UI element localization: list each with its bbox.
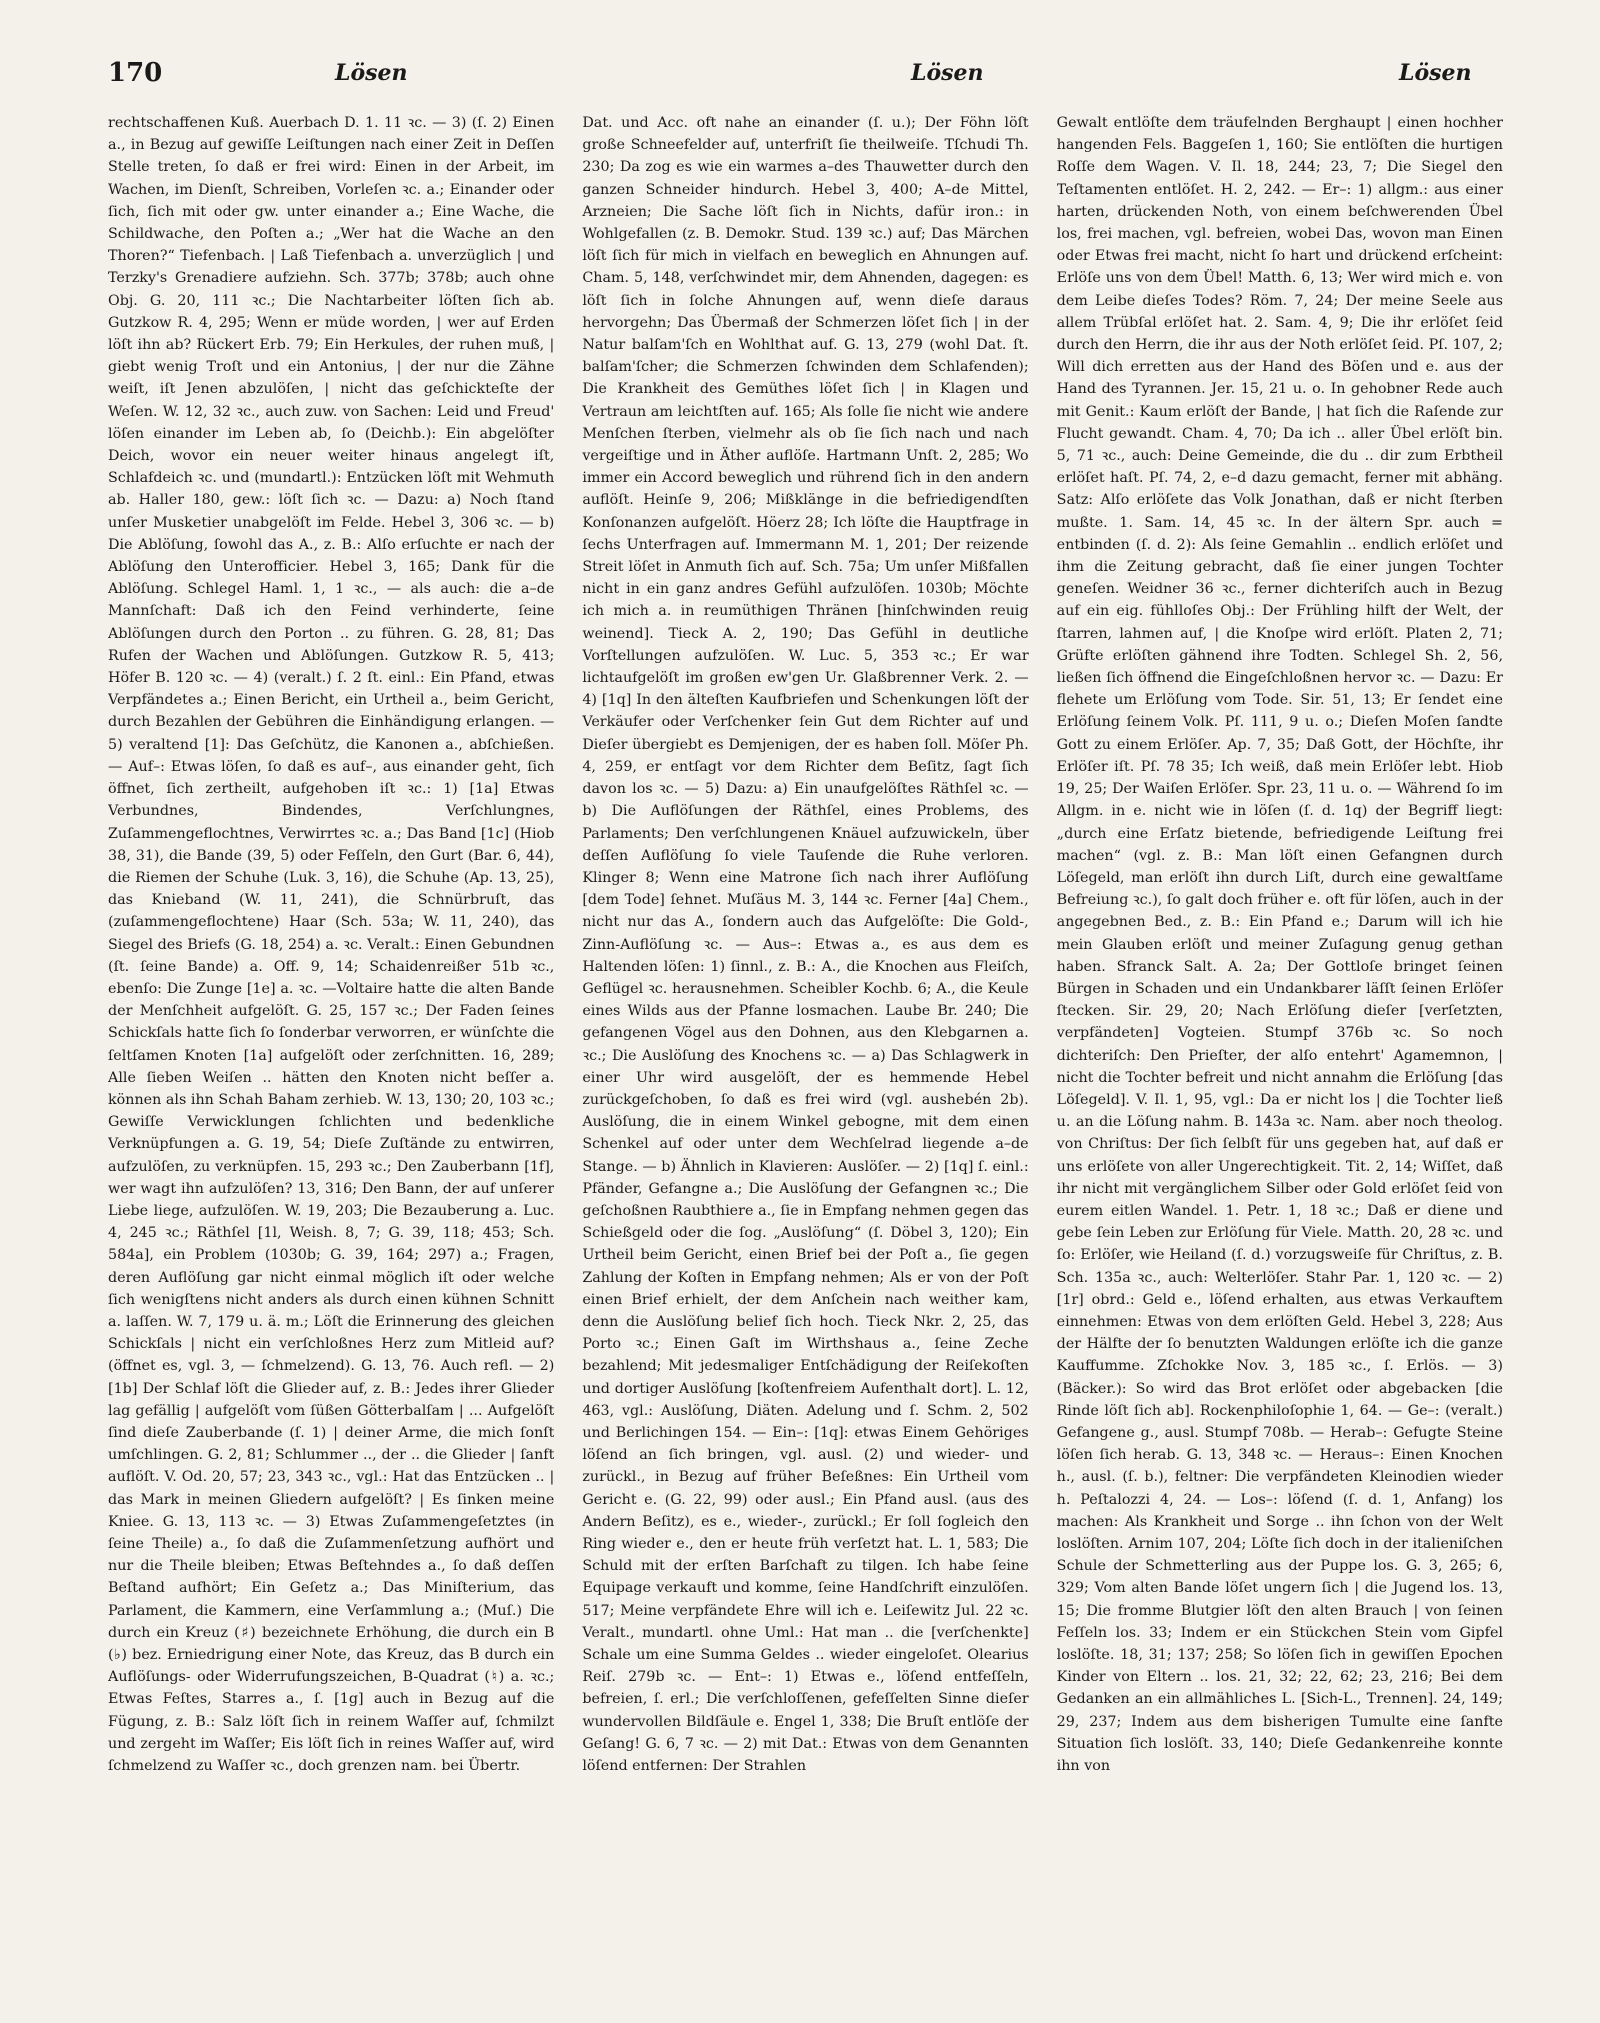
column-right-text: Gewalt entlöſte dem träufelnden Berghaupt | einen hochher hangenden Fels. Baggeſen 1, 160; Sie entlöſten die hurtigen Roſſe dem Wagen. V. Il. 18, 244; 23, 7; Die Siegel den Teſtamenten entlöſet. H. 2, 242. — Er–: 1) allgm.: aus einer harten, drückenden Noth, von einem beſchwerenden Übel los, frei machen, vgl. befreien, wobei Das, wovon man Einen oder Etwas frei macht, nicht ſo hart und drückend erſcheint: Erlöſe uns von dem Übel! Matth. 6, 13; Wer wird mich e. von dem Leibe dieſes Todes? Röm. 7, 24; Der meine Seele aus allem Trübſal erlöſet hat. 2. Sam. 4, 9; Die ihr erlöſet ſeid durch den Herrn, die ihr aus der Noth erlöſet ſeid. Pſ. 107, 2; Will dich erretten aus der Hand des Böſen und e. aus der Hand des Tyrannen. Jer. 15, 21 u. o. In gehobner Rede auch mit Genit.: Kaum erlöſt der Bande, | hat ſich die Raſende zur Flucht gewandt. Cham. 4, 70; Da ich .. aller Übel erlöſt bin. 5, 71 ꝛc., auch: Deine Gemeinde, die du .. dir zum Erbtheil erlöſet haſt. Pſ. 74, 2, e–d dazu gemacht, ferner mit abhäng. Satz: Alſo erlöſete das Volk Jonathan, daß er nicht ſterben mußte. 1. Sam. 14, 45 ꝛc. In der ältern Spr. auch = entbinden (ſ. d. 2): Als ſeine Gemahlin .. endlich erlöſet und ihm die Zeitung gebracht, daß ſie einer jungen Tochter geneſen. Weidner 36 ꝛc., ferner dichteriſch auch in Bezug auf ein eig. fühlloſes Obj.: Der Frühling hilft der Welt, der ſtarren, lahmen auf, | die Knoſpe wird erlöſt. Platen 2, 71; Grüfte erlöſten gähnend ihre Todten. Schlegel Sh. 2, 56, ließen ſich öffnend die Eingeſchloßnen hervor ꝛc. — Dazu: Er flehete um Erlöſung vom Tode. Sir. 51, 13; Er ſendet eine Erlöſung ſeinem Volk. Pſ. 111, 9 u. o.; Dieſen Moſen ſandte Gott zu einem Erlöſer. Ap. 7, 35; Daß Gott, der Höchſte, ihr Erlöſer iſt. Pſ. 78 35; Ich weiß, daß mein Erlöſer lebt. Hiob 19, 25; Der Waiſen Erlöſer. Spr. 23, 11 u. o. — Während ſo im Allgm. in e. nicht wie in löſen (ſ. d. 1q) der Begriff liegt: „durch eine Erſatz bietende, befriedigende Leiſtung frei machen“ (vgl. z. B.: Man löſt einen Gefangnen durch Löſegeld, man erlöſt ihn durch Liſt, durch eine gewaltſame Befreiung ꝛc.), ſo galt doch früher e. oft für löſen, auch in der angegebnen Bed., z. B.: Ein Pfand e.; Darum will ich hie mein Glauben erlöſt und meiner Zuſagung genug gethan haben. Sfranck Salt. A. 2a; Der Gottloſe bringet ſeinen Bürgen in Schaden und ein Undankbarer läſſt ſeinen Erlöſer ſtecken. Sir. 29, 20; Nach Erlöſung dieſer [verſetzten, verpfändeten] Vogteien. Stumpf 376b ꝛc. So noch dichteriſch: Den Prieſter, der alſo entehrt' Agamemnon, | nicht die Tochter befreit und nicht annahm die Erlöſung [das Löſegeld]. V. Il. 1, 95, vgl.: Da er nicht los | die Tochter ließ u. an die Löſung nahm. B. 143a ꝛc. Nam. aber noch theolog. von Chriſtus: Der ſich ſelbſt für uns gegeben hat, auf daß er uns erlöſete von aller Ungerechtigkeit. Tit. 2, 14; Wiſſet, daß ihr nicht mit vergänglichem Silber oder Gold erlöſet ſeid von eurem eitlen Wandel. 1. Petr. 1, 18 ꝛc.; Daß er diene und gebe ſein Leben zur Erlöſung für Viele. Matth. 20, 28 ꝛc. und ſo: Erlöſer, wie Heiland (ſ. d.) vorzugsweiſe für Chriſtus, z. B. Sch. 135a ꝛc., auch: Welterlöſer. Stahr Par. 1, 120 ꝛc. — 2) [1r] obrd.: Geld e., löſend erhalten, aus etwas Verkauftem einnehmen: Etwas von dem erlöſten Geld. Hebel 3, 228; Aus der Hälfte der ſo benutzten Waldungen erlöſte ich die ganze Kauffumme. Zſchokke Nov. 3, 185 ꝛc., ſ. Erlös. — 3) (Bäcker.): So wird das Brot erlöſet oder abgebacken [die Rinde löſt ſich ab]. Rockenphiloſophie 1, 64. — Ge–: (veralt.) Gefangene g., ausl. Stumpf 708b. — Herab–: Gefugte Steine löſen ſich herab. G. 13, 348 ꝛc. — Heraus–: Einen Knochen h., ausl. (ſ. b.), feltner: Die verpfändeten Kleinodien wieder h. Peſtalozzi 4, 24. — Los–: löſend (ſ. d. 1, Anfang) los machen: Als Krankheit und Sorge .. ihn ſchon von der Welt loslöſten. Arnim 107, 204; Löſte ſich doch in der italieniſchen Schule der Schmetterling aus der Puppe los. G. 3, 265; 6, 329; Vom alten Bande löſet ungern ſich | die Jugend los. 13, 15; Die fromme Blutgier löſt den alten Brauch | von ſeinen Feſſeln los. 33; Indem er ein Stückchen Stein vom Gipfel loslöſte. 18, 31; 137; 258; So löſen ſich in gewiſſen Epochen Kinder von Eltern .. los. 21, 32; 22, 62; 23, 216; Bei dem Gedanken an ein allmähliches L. [Sich-L., Trennen]. 24, 149; 29, 237; Indem aus dem bisherigen Tumulte eine ſanfte Situation ſich loslöſt. 33, 140; Dieſe Gedankenreihe konnte ihn von — [1056, 115, 1503, 1775]
running-head-right: Lösen — [1399, 60, 1472, 86]
running-head-center: Lösen — [911, 60, 984, 86]
column-left — [108, 112, 554, 2002]
column-middle-text: Dat. und Acc. oft nahe an einander (ſ. u.); Der Föhn löſt große Schneefelder auf, unterfriſt ſie theilweiſe. Tſchudi Th. 230; Da zog es wie ein warmes a–des Thauwetter durch den ganzen Schneider hindurch. Hebel 3, 400; A–de Mittel, Arzneien; Die Sache löſt ſich in Nichts, dafür iron.: in Wohlgefallen (z. B. Demokr. Stud. 139 ꝛc.) auf; Das Märchen löſt ſich für mich in vielfach en beweglich en Ahnungen auf. Cham. 5, 148, verſchwindet mir, dem Ahnenden, dagegen: es löſt ſich in ſolche Ahnungen auf, wenn dieſe daraus hervorgehn; Das Übermaß der Schmerzen löſet ſich | in der Natur balſam'ſch en Wohlthat auf. G. 13, 279 (wohl Dat. ſt. balſam'ſcher; die Schmerzen ſchwinden dem Schlafenden); Die Krankheit des Gemüthes löſet ſich | in Klagen und Vertraun am leichtſten auf. 165; Als ſolle ſie nicht wie andere Menſchen ſterben, vielmehr als ob ſie ſich nach und nach vergeiſtige und in Äther auflöſe. Hartmann Unſt. 2, 285; Wo immer ein Accord beweglich und rührend ſich in den andern auflöſt. Heinſe 9, 206; Mißklänge in die befriedigendſten Konſonanzen aufgelöſt. Höerz 28; Ich löſte die Hauptfrage in ſechs Unterfragen auf. Immermann M. 1, 201; Der reizende Streit löſet in Anmuth ſich auf. Sch. 75a; Um unſer Mißfallen nicht in ein ganz andres Gefühl aufzulöſen. 1030b; Möchte ich mich a. in reumüthigen Thränen [hinſchwinden reuig weinend]. Tieck A. 2, 190; Das Gefühl in deutliche Vorſtellungen aufzulöſen. W. Luc. 5, 353 ꝛc.; Er war lichtaufgelöſt im großen ew'gen Ur. Glaßbrenner Verk. 2. — 4) [1q] In den älteſten Kaufbriefen und Schenkungen löſt der Verkäufer oder Verſchenker ſein Gut dem Richter auf und Dieſer übergiebt es Demjenigen, der es haben ſoll. Möſer Ph. 4, 259, er entſagt vor dem Richter dem Beſitz, ſagt ſich davon los ꝛc. — 5) Dazu: a) Ein unaufgelöſtes Räthſel ꝛc. — b) Die Auflöſungen der Räthſel, eines Problems, des Parlaments; Den verſchlungenen Knäuel aufzuwickeln, über deſſen Auflöſung ſo viele Tauſende die Ruhe verloren. Klinger 8; Wenn eine Matrone ſich nach ihrer Auflöſung [dem Tode] ſehnet. Muſäus M. 3, 144 ꝛc. Ferner [4a] Chem., nicht nur das A., ſondern auch das Aufgelöſte: Die Gold-, Zinn-Auflöſung ꝛc. — Aus–: Etwas a., es aus dem es Haltenden löſen: 1) ſinnl., z. B.: A., die Knochen aus Fleiſch, Geflügel ꝛc. herausnehmen. Scheibler Kochb. 6; A., die Keule eines Wilds aus der Pfanne losmachen. Laube Br. 240; Die gefangenen Vögel aus den Dohnen, aus den Klebgarnen a. ꝛc.; Die Auslöſung des Knochens ꝛc. — a) Das Schlagwerk in einer Uhr wird ausgelöſt, der es hemmende Hebel zurückgeſchoben, ſo daß es frei wird (vgl. aushebén 2b). Auslöſung, die in einem Winkel gebogne, mit dem einen Schenkel auf oder unter dem Wechſelrad liegende a–de Stange. — b) Ähnlich in Klavieren: Auslöſer. — 2) [1q] ſ. einl.: Pfänder, Gefangne a.; Die Auslöſung der Gefangnen ꝛc.; Die geſchoßnen Raubthiere a., ſie in Empfang nehmen gegen das Schießgeld oder die ſog. „Auslöſung“ (ſ. Döbel 3, 120); Ein Urtheil beim Gericht, einen Brief bei der Poſt a., ſie gegen Zahlung der Koſten in Empfang nehmen; Als er von der Poſt einen Brief erhielt, der dem Anſchein nach weither kam, denn die Auslöſung belief ſich hoch. Tieck Nkr. 2, 25, das Porto ꝛc.; Einen Gaſt im Wirthshaus a., ſeine Zeche bezahlend; Mit jedesmaliger Entſchädigung der Reiſekoſten und dortiger Auslöſung [koſtenfreiem Aufenthalt dort]. L. 12, 463, vgl.: Auslöſung, Diäten. Adelung und ſ. Schm. 2, 502 und Berlichingen 154. — Ein–: [1q]: etwas Einem Gehöriges löſend an ſich bringen, vgl. ausl. (2) und wieder- und zurückl., in Bezug auf früher Beſeßnes: Ein Urtheil vom Gericht e. (G. 22, 99) oder ausl.; Ein Pfand ausl. (aus des Andern Beſitz), es e., wieder-, zurückl.; Er ſoll ſogleich den Ring wieder e., den er heute früh verſetzt hat. L. 1, 583; Die Schuld mit der erſten Barſchaft zu tilgen. Ich habe ſeine Equipage verkauft und komme, ſeine Handſchrift einzulöſen. 517; Meine verpfändete Ehre will ich e. Leiſewitz Jul. 22 ꝛc. Veralt., mundartl. ohne Uml.: Hat man .. die [verſchenkte] Schale um eine Summa Geldes .. wieder eingeloſet. Olearius Reiſ. 279b ꝛc. — Ent–: 1) Etwas e., löſend entfeſſeln, befreien, ſ. erl.; Die verſchloſſenen, gefeſſelten Sinne dieſer wundervollen Bildſäule e. Engel 1, 338; Die Bruſt entlöſe der Geſang! G. 6, 7 ꝛc. — 2) mit Dat.: Etwas von dem Genannten löſend entfernen: Der Strahlen — [582, 115, 1029, 1775]
running-head-left: Lösen — [335, 60, 408, 86]
page-header — [108, 58, 1503, 92]
text-columns — [108, 112, 1503, 2002]
column-left-text: rechtschaffenen Kuß. Auerbach D. 1. 11 ꝛc. — 3) (ſ. 2) Einen a., in Bezug auf gewiſſe Leiſtungen nach einer Zeit in Deſſen Stelle treten, ſo daß er frei wird: Einen in der Arbeit, im Wachen, im Dienſt, Schreiben, Vorleſen ꝛc. a.; Einander oder ſich, ſich mit oder gw. unter einander a.; Eine Wache, die Schildwache, den Poſten a.; „Wer hat die Wache an den Thoren?“ Tiefenbach. | Laß Tiefenbach a. unverzüglich | und Terzky's Grenadiere aufziehn. Sch. 377b; 378b; auch ohne Obj. G. 20, 111 ꝛc.; Die Nachtarbeiter löſten ſich ab. Gutzkow R. 4, 295; Wenn er müde worden, | wer auf Erden löſt ihn ab? Rückert Erb. 79; Ein Herkules, der ruhen muß, | giebt wenig Troſt und ein Antonius, | der nur die Zähne weiſt, iſt Jenen abzulöſen, | nicht das geſchickteſte der Weſen. W. 12, 32 ꝛc., auch zuw. von Sachen: Leid und Freud' löſen einander im Leben ab, ſo (Deichb.): Ein abgelöſter Deich, wovor ein neuer weiter hinaus angelegt iſt, Schlafdeich ꝛc. und (mundartl.): Entzücken löſt mit Wehmuth ab. Haller 180, gew.: löſt ſich ꝛc. — Dazu: a) Noch ſtand unſer Musketier unabgelöſt im Felde. Hebel 3, 306 ꝛc. — b) Die Ablöſung, ſowohl das A., z. B.: Alſo erſuchte er nach der Ablöſung den Unterofficier. Hebel 3, 165; Dank für die Ablöſung. Schlegel Haml. 1, 1 ꝛc., — als auch: die a–de Mannſchaft: Daß ich den Feind verhinderte, ſeine Ablöſungen durch den Porton .. zu führen. G. 28, 81; Das Rufen der Wachen und Ablöſungen. Gutzkow R. 5, 413; Höfer B. 120 ꝛc. — 4) (veralt.) ſ. 2 ſt. einl.: Ein Pfand, etwas Verpfändetes a.; Einen Bericht, ein Urtheil a., beim Gericht, durch Bezahlen der Gebühren die Einhändigung erlangen. — 5) veraltend [1]: Das Geſchütz, die Kanonen a., abſchießen. — Auf–: Etwas löſen, ſo daß es auf–, aus einander geht, ſich öffnet, ſich zertheilt, aufgehoben iſt ꝛc.: 1) [1a] Etwas Verbundnes, Bindendes, Verſchlungnes, Zuſammengeflochtnes, Verwirrtes ꝛc. a.; Das Band [1c] (Hiob 38, 31), die Bande (39, 5) oder Feſſeln, den Gurt (Bar. 6, 44), die Riemen der Schuhe (Luk. 3, 16), die Schuhe (Ap. 13, 25), das Knieband (W. 11, 241), die Schnürbruſt, das (zuſammengeflochtene) Haar (Sch. 53a; W. 11, 240), das Siegel des Briefs (G. 18, 254) a. ꝛc. Veralt.: Einen Gebundnen (ſt. ſeine Bande) a. Off. 9, 14; Schaidenreißer 51b ꝛc., ebenſo: Die Zunge [1e] a. ꝛc. —Voltaire hatte die alten Bande der Menſchheit aufgelöſt. G. 25, 157 ꝛc.; Der Faden ſeines Schickſals hatte ſich ſo ſonderbar verworren, er wünſchte die ſeltſamen Knoten [1a] aufgelöſt oder zerſchnitten. 16, 289; Alle ſieben Weiſen .. hätten den Knoten nicht beſſer a. können als ihn Schah Baham zerhieb. W. 13, 130; 20, 103 ꝛc.; Gewiſſe Verwicklungen ſchlichten und bedenkliche Verknüpfungen a. G. 19, 54; Dieſe Zuſtände zu entwirren, aufzulöſen, zu verknüpfen. 15, 293 ꝛc.; Den Zauberbann [1f], wer wagt ihn aufzulöſen? 13, 316; Den Bann, der auf unſerer Liebe liege, aufzulöſen. W. 19, 203; Die Bezauberung a. Luc. 4, 245 ꝛc.; Räthſel [1l, Weish. 8, 7; G. 39, 118; 453; Sch. 584a], ein Problem (1030b; G. 39, 164; 297) a.; Fragen, deren Auflöſung gar nicht einmal möglich iſt oder welche ſich wenigſtens nicht anders als durch einen kühnen Schnitt a. laſſen. W. 7, 179 u. ä. m.; Löſt die Erinnerung des gleichen Schickſals | nicht ein verſchloßnes Herz zum Mitleid auf? (öffnet es, vgl. 3, — ſchmelzend). G. 13, 76. Auch refl. — 2) [1b] Der Schlaf löſt die Glieder auf, z. B.: Jedes ihrer Glieder lag gefällig | aufgelöſt vom ſüßen Götterbalſam | ... Aufgelöſt ſind dieſe Zauberbande (ſ. 1) | deiner Arme, die mich ſonſt umſchlingen. G. 2, 81; Schlummer .., der .. die Glieder | ſanft auflöſt. V. Od. 20, 57; 23, 343 ꝛc., vgl.: Hat das Entzücken .. | das Mark in meinen Gliedern aufgelöſt? | Es ſinken meine Kniee. G. 13, 113 ꝛc. — 3) Etwas Zuſammengeſetztes (in ſeine Theile) a., ſo daß die Zuſammenſetzung aufhört und nur die Theile bleiben; Etwas Beſtehndes a., ſo daß deſſen Beſtand aufhört; Ein Geſetz a.; Das Miniſterium, das Parlament, die Kammern, eine Verſammlung a.; (Muſ.) Die durch ein Kreuz (♯) bezeichnete Erhöhung, die durch ein B (♭) bez. Erniedrigung einer Note, das Kreuz, das B durch ein Auflöſungs- oder Widerrufungszeichen, B-Quadrat (♮) a. ꝛc.; Etwas Feſtes, Starres a., ſ. [1g] auch in Bezug auf die Fügung, z. B.: Salz löſt ſich in reinem Waſſer auf, ſchmilzt und zergeht im Waſſer; Eis löſt ſich in reines Waſſer auf, wird ſchmelzend zu Waſſer ꝛc., doch grenzen nam. bei Übertr. — [108, 115, 555, 1775]
column-right — [1057, 112, 1503, 2002]
page-number: 170 — [108, 58, 163, 88]
column-middle — [582, 112, 1028, 2002]
